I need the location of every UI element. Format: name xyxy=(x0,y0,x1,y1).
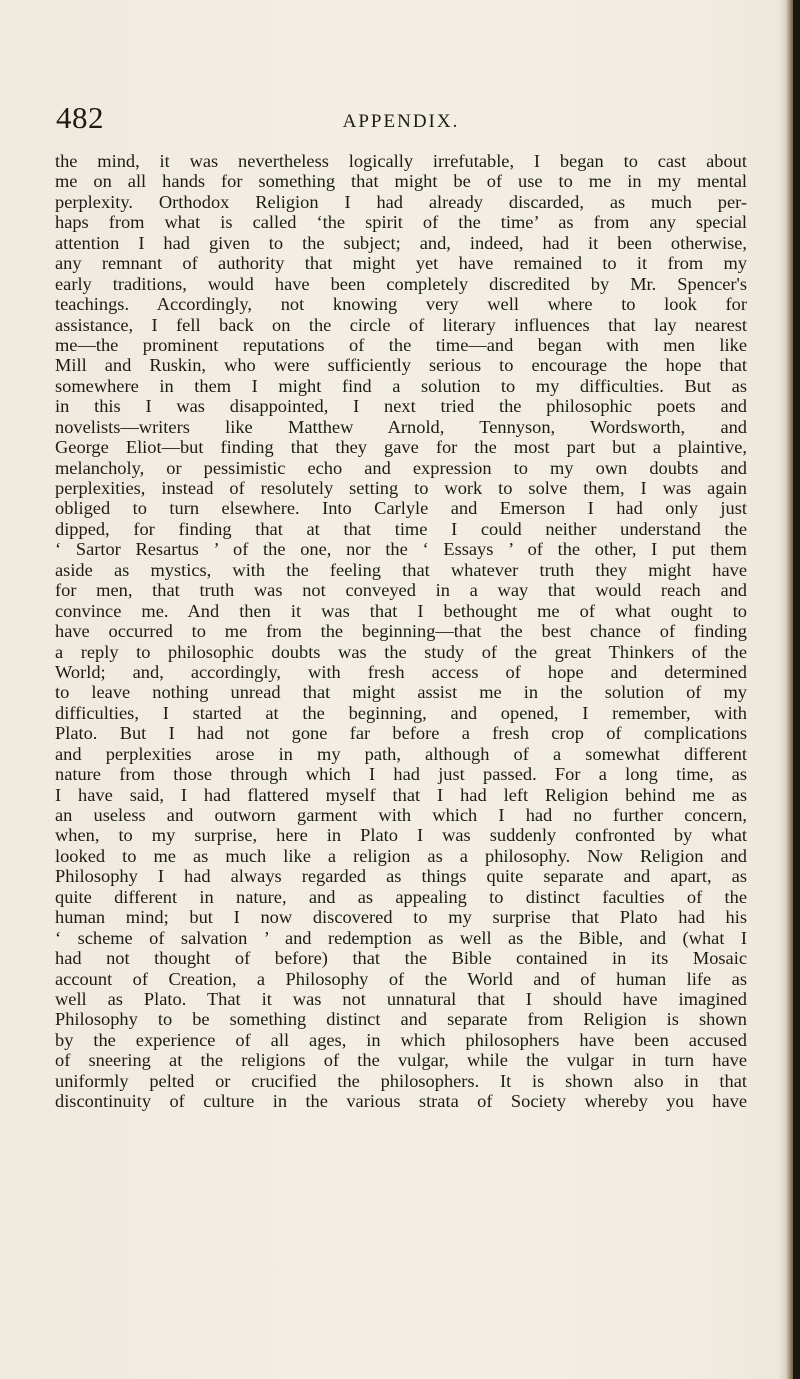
text-line: aside as mystics, with the feeling that whatever truth they might have xyxy=(55,559,747,580)
text-line: attention I had given to the subject; and, indeed, had it been otherwise, xyxy=(55,232,747,253)
text-line: novelists—writers like Matthew Arnold, Tennyson, Wordsworth, and xyxy=(55,416,747,437)
text-line: well as Plato. That it was not unnatural that I should have imagined xyxy=(55,988,747,1009)
running-head-title: APPENDIX. xyxy=(342,111,460,132)
text-line: quite different in nature, and as appealing to distinct faculties of the xyxy=(55,886,747,907)
text-line: to leave nothing unread that might assist me in the solution of my xyxy=(55,682,747,703)
binding-edge xyxy=(793,0,800,1379)
text-line: George Eliot—but finding that they gave for the most part but a plaintive, xyxy=(55,437,747,458)
text-line: ‘ scheme of salvation ’ and redemption as well as the Bible, and (what I xyxy=(55,927,747,948)
text-line: World; and, accordingly, with fresh access of hope and determined xyxy=(55,661,747,682)
text-line: had not thought of before) that the Bible contained in its Mosaic xyxy=(55,948,747,969)
text-line: early traditions, would have been completely discredited by Mr. Spencer's xyxy=(55,273,747,294)
text-line: Plato. But I had not gone far before a fresh crop of complications xyxy=(55,723,747,744)
text-line: dipped, for finding that at that time I could neither understand the xyxy=(55,518,747,539)
text-line: for men, that truth was not conveyed in a way that would reach and xyxy=(55,580,747,601)
text-line: teachings. Accordingly, not knowing very well where to look for xyxy=(55,294,747,315)
text-line: perplexity. Orthodox Religion I had already discarded, as much per- xyxy=(55,191,747,212)
text-line: I have said, I had flattered myself that I had left Religion behind me as xyxy=(55,784,747,805)
text-line: convince me. And then it was that I bethought me of what ought to xyxy=(55,600,747,621)
text-line: ‘ Sartor Resartus ’ of the one, nor the ‘ Essays ’ of the other, I put them xyxy=(55,539,747,560)
text-line: Philosophy to be something distinct and separate from Religion is shown xyxy=(55,1009,747,1030)
text-line: of sneering at the religions of the vulgar, while the vulgar in turn have xyxy=(55,1050,747,1071)
text-line: Mill and Ruskin, who were sufficiently serious to encourage the hope that xyxy=(55,355,747,376)
text-line: looked to me as much like a religion as a philosophy. Now Religion and xyxy=(55,845,747,866)
text-line: somewhere in them I might find a solution to my difficulties. But as xyxy=(55,375,747,396)
running-head xyxy=(56,100,746,136)
text-line: human mind; but I now discovered to my surprise that Plato had his xyxy=(55,907,747,928)
text-line: me on all hands for something that might be of use to me in my mental xyxy=(55,171,747,192)
text-line: have occurred to me from the beginning—that the best chance of finding xyxy=(55,621,747,642)
text-line: Philosophy I had always regarded as things quite separate and apart, as xyxy=(55,866,747,887)
text-line: haps from what is called ‘the spirit of the time’ as from any special xyxy=(55,212,747,233)
text-line: a reply to philosophic doubts was the study of the great Thinkers of the xyxy=(55,641,747,662)
text-line: melancholy, or pessimistic echo and expression to my own doubts and xyxy=(55,457,747,478)
text-line: when, to my surprise, here in Plato I was suddenly confronted by what xyxy=(55,825,747,846)
text-line: uniformly pelted or crucified the philosophers. It is shown also in that xyxy=(55,1070,747,1091)
text-line: the mind, it was nevertheless logically irrefutable, I began to cast about xyxy=(55,151,747,171)
text-line: assistance, I fell back on the circle of literary influences that lay nearest xyxy=(55,314,747,335)
page-number: 482 xyxy=(56,100,104,135)
body-paragraph xyxy=(55,151,747,1112)
text-line: an useless and outworn garment with which I had no further concern, xyxy=(55,805,747,825)
text-line: nature from those through which I had just passed. For a long time, as xyxy=(55,764,747,785)
text-line: obliged to turn elsewhere. Into Carlyle and Emerson I had only just xyxy=(55,498,747,519)
text-line: perplexities, instead of resolutely setting to work to solve them, I was again xyxy=(55,478,747,498)
text-line: account of Creation, a Philosophy of the World and of human life as xyxy=(55,968,747,989)
text-line: me—the prominent reputations of the time—and began with men like xyxy=(55,334,747,355)
text-line: and perplexities arose in my path, although of a somewhat different xyxy=(55,743,747,764)
text-line: difficulties, I started at the beginning, and opened, I remember, with xyxy=(55,702,747,723)
text-line: discontinuity of culture in the various strata of Society whereby you have xyxy=(55,1091,747,1112)
text-line: any remnant of authority that might yet have remained to it from my xyxy=(55,253,747,274)
text-line: by the experience of all ages, in which philosophers have been accused xyxy=(55,1029,747,1050)
text-line: in this I was disappointed, I next tried the philosophic poets and xyxy=(55,396,747,417)
